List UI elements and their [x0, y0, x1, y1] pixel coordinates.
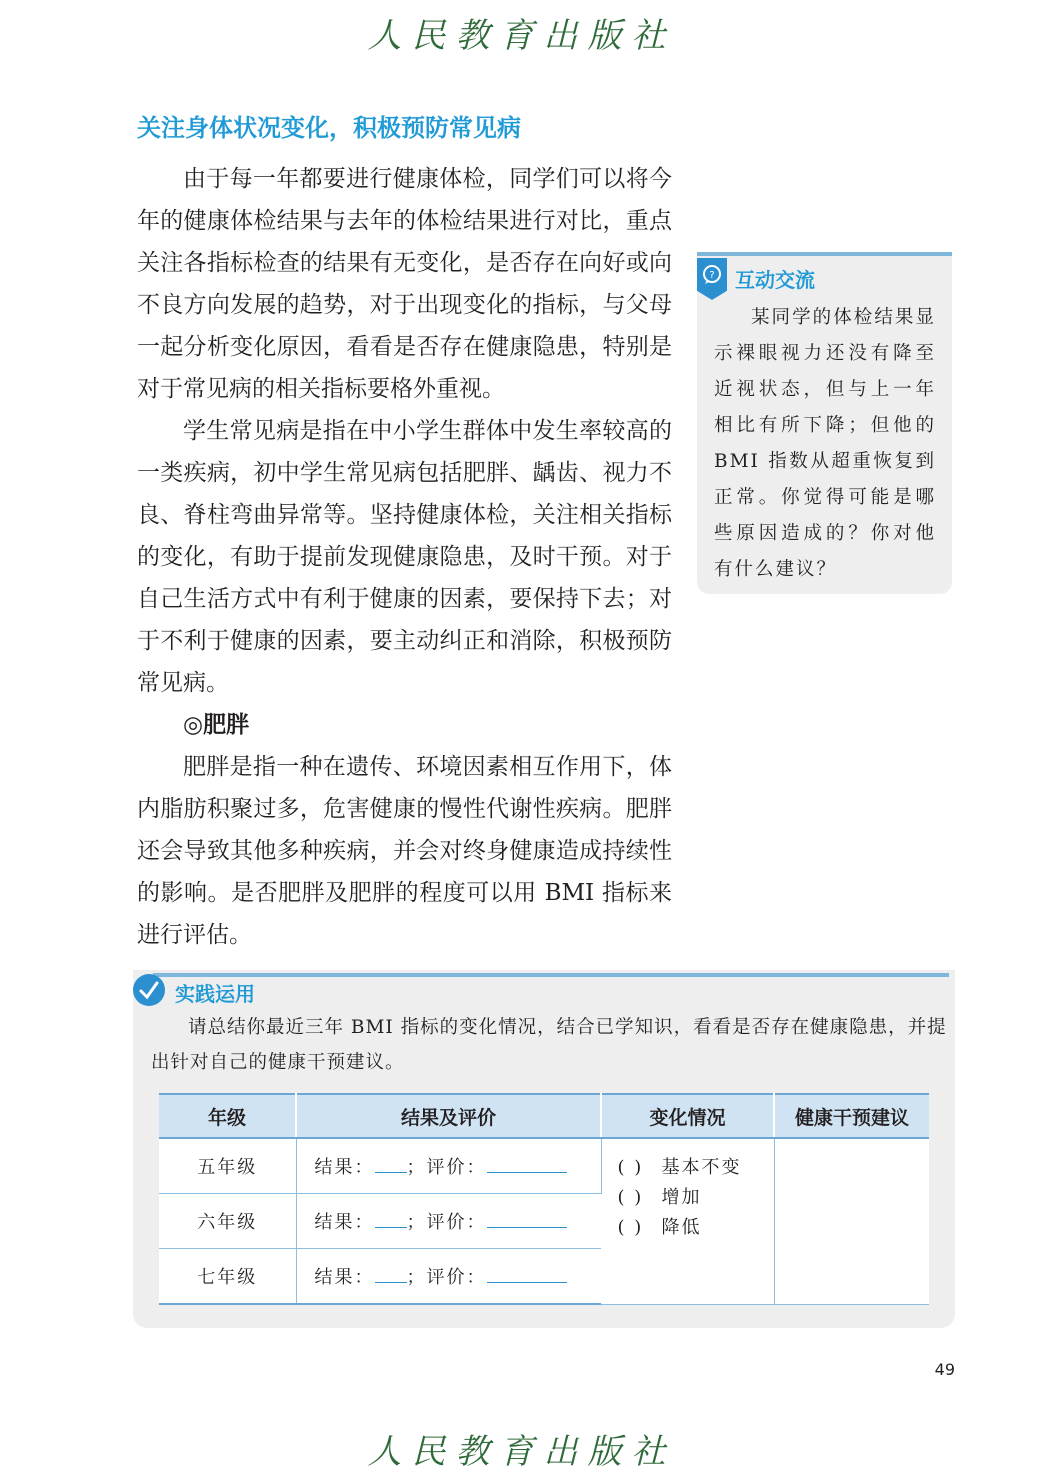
eval-blank[interactable] [487, 1209, 567, 1228]
eval-blank[interactable] [487, 1154, 567, 1173]
change-option[interactable] [618, 1183, 774, 1213]
change-cell [601, 1138, 774, 1304]
choice-paren: ( ) [617, 1187, 644, 1208]
result-blank[interactable] [375, 1154, 407, 1173]
result-label: 结果： [314, 1157, 375, 1178]
table-row [159, 1138, 929, 1194]
grade-cell: 七年级 [159, 1249, 296, 1305]
choice-paren: ( ) [617, 1217, 644, 1238]
svg-text:?: ? [709, 270, 715, 281]
result-blank[interactable] [375, 1209, 407, 1228]
table-header-row [159, 1094, 929, 1138]
eval-label: ；评价： [406, 1267, 487, 1288]
paragraph-obesity: 肥胖是指一种在遗传、环境因素相互作用下，体内脂肪积聚过多，危害健康的慢性代谢性疾病。肥胖还会导致其他多种疾病，并会对终身健康造成持续性的影响。是否肥胖及肥胖的程度可以用 BMI 指标来进行评估。 [137, 754, 672, 948]
choice-paren: ( ) [617, 1157, 644, 1178]
change-option-label: 基本不变 [661, 1157, 742, 1178]
result-cell [296, 1194, 601, 1249]
result-blank[interactable] [375, 1264, 407, 1283]
grade-cell: 五年级 [159, 1138, 296, 1194]
practice-divider [153, 973, 949, 977]
change-option-label: 增加 [661, 1187, 702, 1208]
practice-title: 实践运用 [175, 982, 255, 1006]
header-change: 变化情况 [601, 1094, 774, 1138]
publisher-header: 人民教育出版社 [367, 16, 676, 56]
result-cell [296, 1249, 601, 1305]
advice-cell[interactable] [774, 1138, 929, 1304]
eval-label: ；评价： [406, 1157, 487, 1178]
practice-text: 请总结你最近三年 BMI 指标的变化情况，结合已学知识，看看是否存在健康隐患，并提出针对自己的健康干预建议。 [151, 1017, 947, 1073]
result-label: 结果： [314, 1267, 375, 1288]
paragraph-2: 学生常见病是指在中小学生群体中发生率较高的一类疾病，初中学生常见病包括肥胖、龋齿、视力不良、脊柱弯曲异常等。坚持健康体检，关注相关指标的变化，有助于提前发现健康隐患，及时干预。对于自己生活方式中有利于健康的因素，要保持下去；对于不利于健康的因素，要主动纠正和消除，积极预防常见病。 [137, 418, 672, 696]
sidebar-title: 互动交流 [735, 268, 815, 292]
result-cell [296, 1138, 601, 1194]
publisher-footer: 人民教育出版社 [367, 1432, 676, 1472]
practice-panel [133, 970, 955, 1328]
bmi-table [159, 1093, 929, 1305]
change-option[interactable] [618, 1153, 774, 1183]
eval-blank[interactable] [487, 1264, 567, 1283]
change-option[interactable] [618, 1213, 774, 1243]
eval-label: ；评价： [406, 1212, 487, 1233]
paragraph-1: 由于每一年都要进行健康体检，同学们可以将今年的健康体检结果与去年的体检结果进行对比，重点关注各指标检查的结果有无变化，是否存在向好或向不良方向发展的趋势，对于出现变化的指标，与父母一起分析变化原因，看看是否存在健康隐患，特别是对于常见病的相关指标要格外重视。 [137, 166, 672, 402]
checkmark-icon [133, 974, 165, 1006]
result-label: 结果： [314, 1212, 375, 1233]
page-number: 49 [934, 1360, 955, 1379]
interaction-sidebar [697, 252, 952, 594]
main-text [137, 158, 672, 956]
grade-cell: 六年级 [159, 1194, 296, 1249]
section-title: 关注身体状况变化，积极预防常见病 [137, 114, 521, 142]
change-option-label: 降低 [661, 1217, 702, 1238]
chat-bubble-icon [697, 258, 727, 300]
sidebar-text: 某同学的体检结果显示裸眼视力还没有降至近视状态，但与上一年相比有所下降；但他的 BMI 指数从超重恢复到正常。你觉得可能是哪些原因造成的？你对他有什么建议？ [714, 307, 936, 580]
sub-heading-obesity: ◎肥胖 [183, 712, 250, 738]
header-result: 结果及评价 [296, 1094, 601, 1138]
header-grade: 年级 [159, 1094, 296, 1138]
header-advice: 健康干预建议 [774, 1094, 929, 1138]
